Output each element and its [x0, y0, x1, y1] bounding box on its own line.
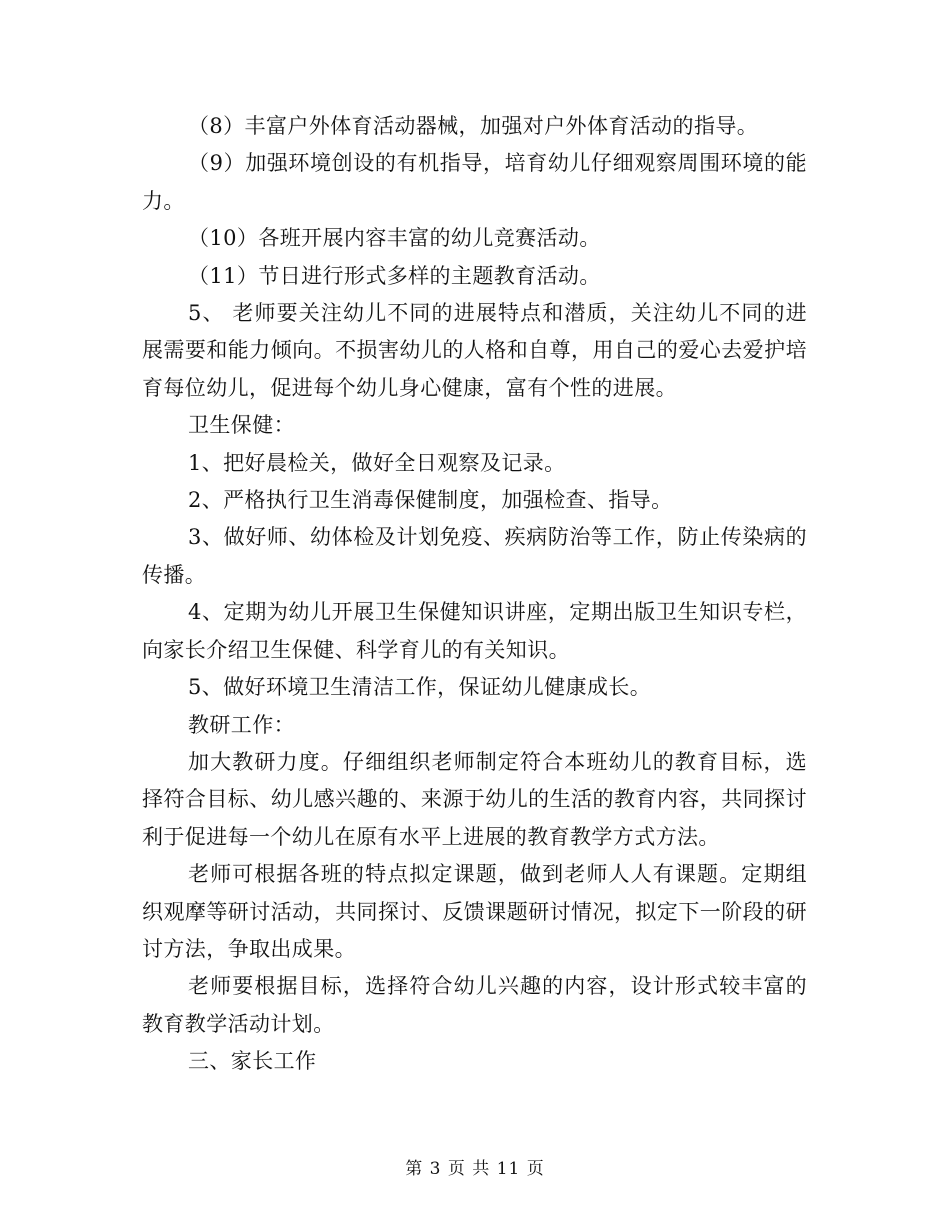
footer-prefix: 第	[405, 1159, 424, 1179]
page-footer	[0, 1154, 950, 1179]
health-item-1: 1、把好晨检关，做好全日观察及记录。	[188, 450, 566, 475]
footer-page-number: 3	[429, 1159, 442, 1179]
paragraph-item-8: （8）丰富户外体育活动器械，加强对户外体育活动的指导。	[188, 114, 759, 138]
paragraph-item-11: （11）节日进行形式多样的主题教育活动。	[188, 263, 601, 288]
health-item-2: 2、严格执行卫生消毒保健制度，加强检查、指导。	[188, 488, 673, 513]
health-item-5: 5、做好环境卫生清洁工作，保证幼儿健康成长。	[188, 675, 652, 700]
footer-middle: 页 共	[447, 1159, 491, 1179]
document-body	[142, 108, 807, 1081]
research-paragraph-2: 老师可根据各班的特点拟定课题，做到老师人人有课题。定期组织观摩等研讨活动，共同探讨、反馈课题研讨情况，拟定下一阶段的研讨方法，争取出成果。	[142, 862, 807, 961]
research-paragraph-1: 加大教研力度。仔细组织老师制定符合本班幼儿的教育目标，选择符合目标、幼儿感兴趣的、来源于幼儿的生活的教育内容，共同探讨利于促进每一个幼儿在原有水平上进展的教育教学方式方法。	[142, 749, 807, 849]
paragraph-item-9: （9）加强环境创设的有机指导，培育幼儿仔细观察周围环境的能力。	[142, 151, 807, 213]
health-item-3: 3、做好师、幼体检及计划免疫、疾病防治等工作，防止传染病的传播。	[142, 525, 807, 587]
section-heading-research: 教研工作：	[188, 712, 295, 737]
section-heading-health: 卫生保健：	[188, 413, 295, 438]
health-item-4: 4、定期为幼儿开展卫生保健知识讲座，定期出版卫生知识专栏，向家长介绍卫生保健、科学育儿的有关知识。	[142, 600, 807, 662]
footer-suffix: 页	[526, 1159, 545, 1179]
paragraph-item-10: （10）各班开展内容丰富的幼儿竞赛活动。	[188, 226, 601, 251]
footer-total-pages: 11	[496, 1159, 521, 1179]
section-heading-parents: 三、家长工作	[188, 1049, 317, 1074]
paragraph-teacher-attention: 5、 老师要关注幼儿不同的进展特点和潜质，关注幼儿不同的进展需要和能力倾向。不损害幼儿的人格和自尊，用自己的爱心去爱护培育每位幼儿，促进每个幼儿身心健康，富有个性的进展。	[142, 301, 807, 400]
research-paragraph-3: 老师要根据目标，选择符合幼儿兴趣的内容，设计形式较丰富的教育教学活动计划。	[142, 974, 807, 1036]
